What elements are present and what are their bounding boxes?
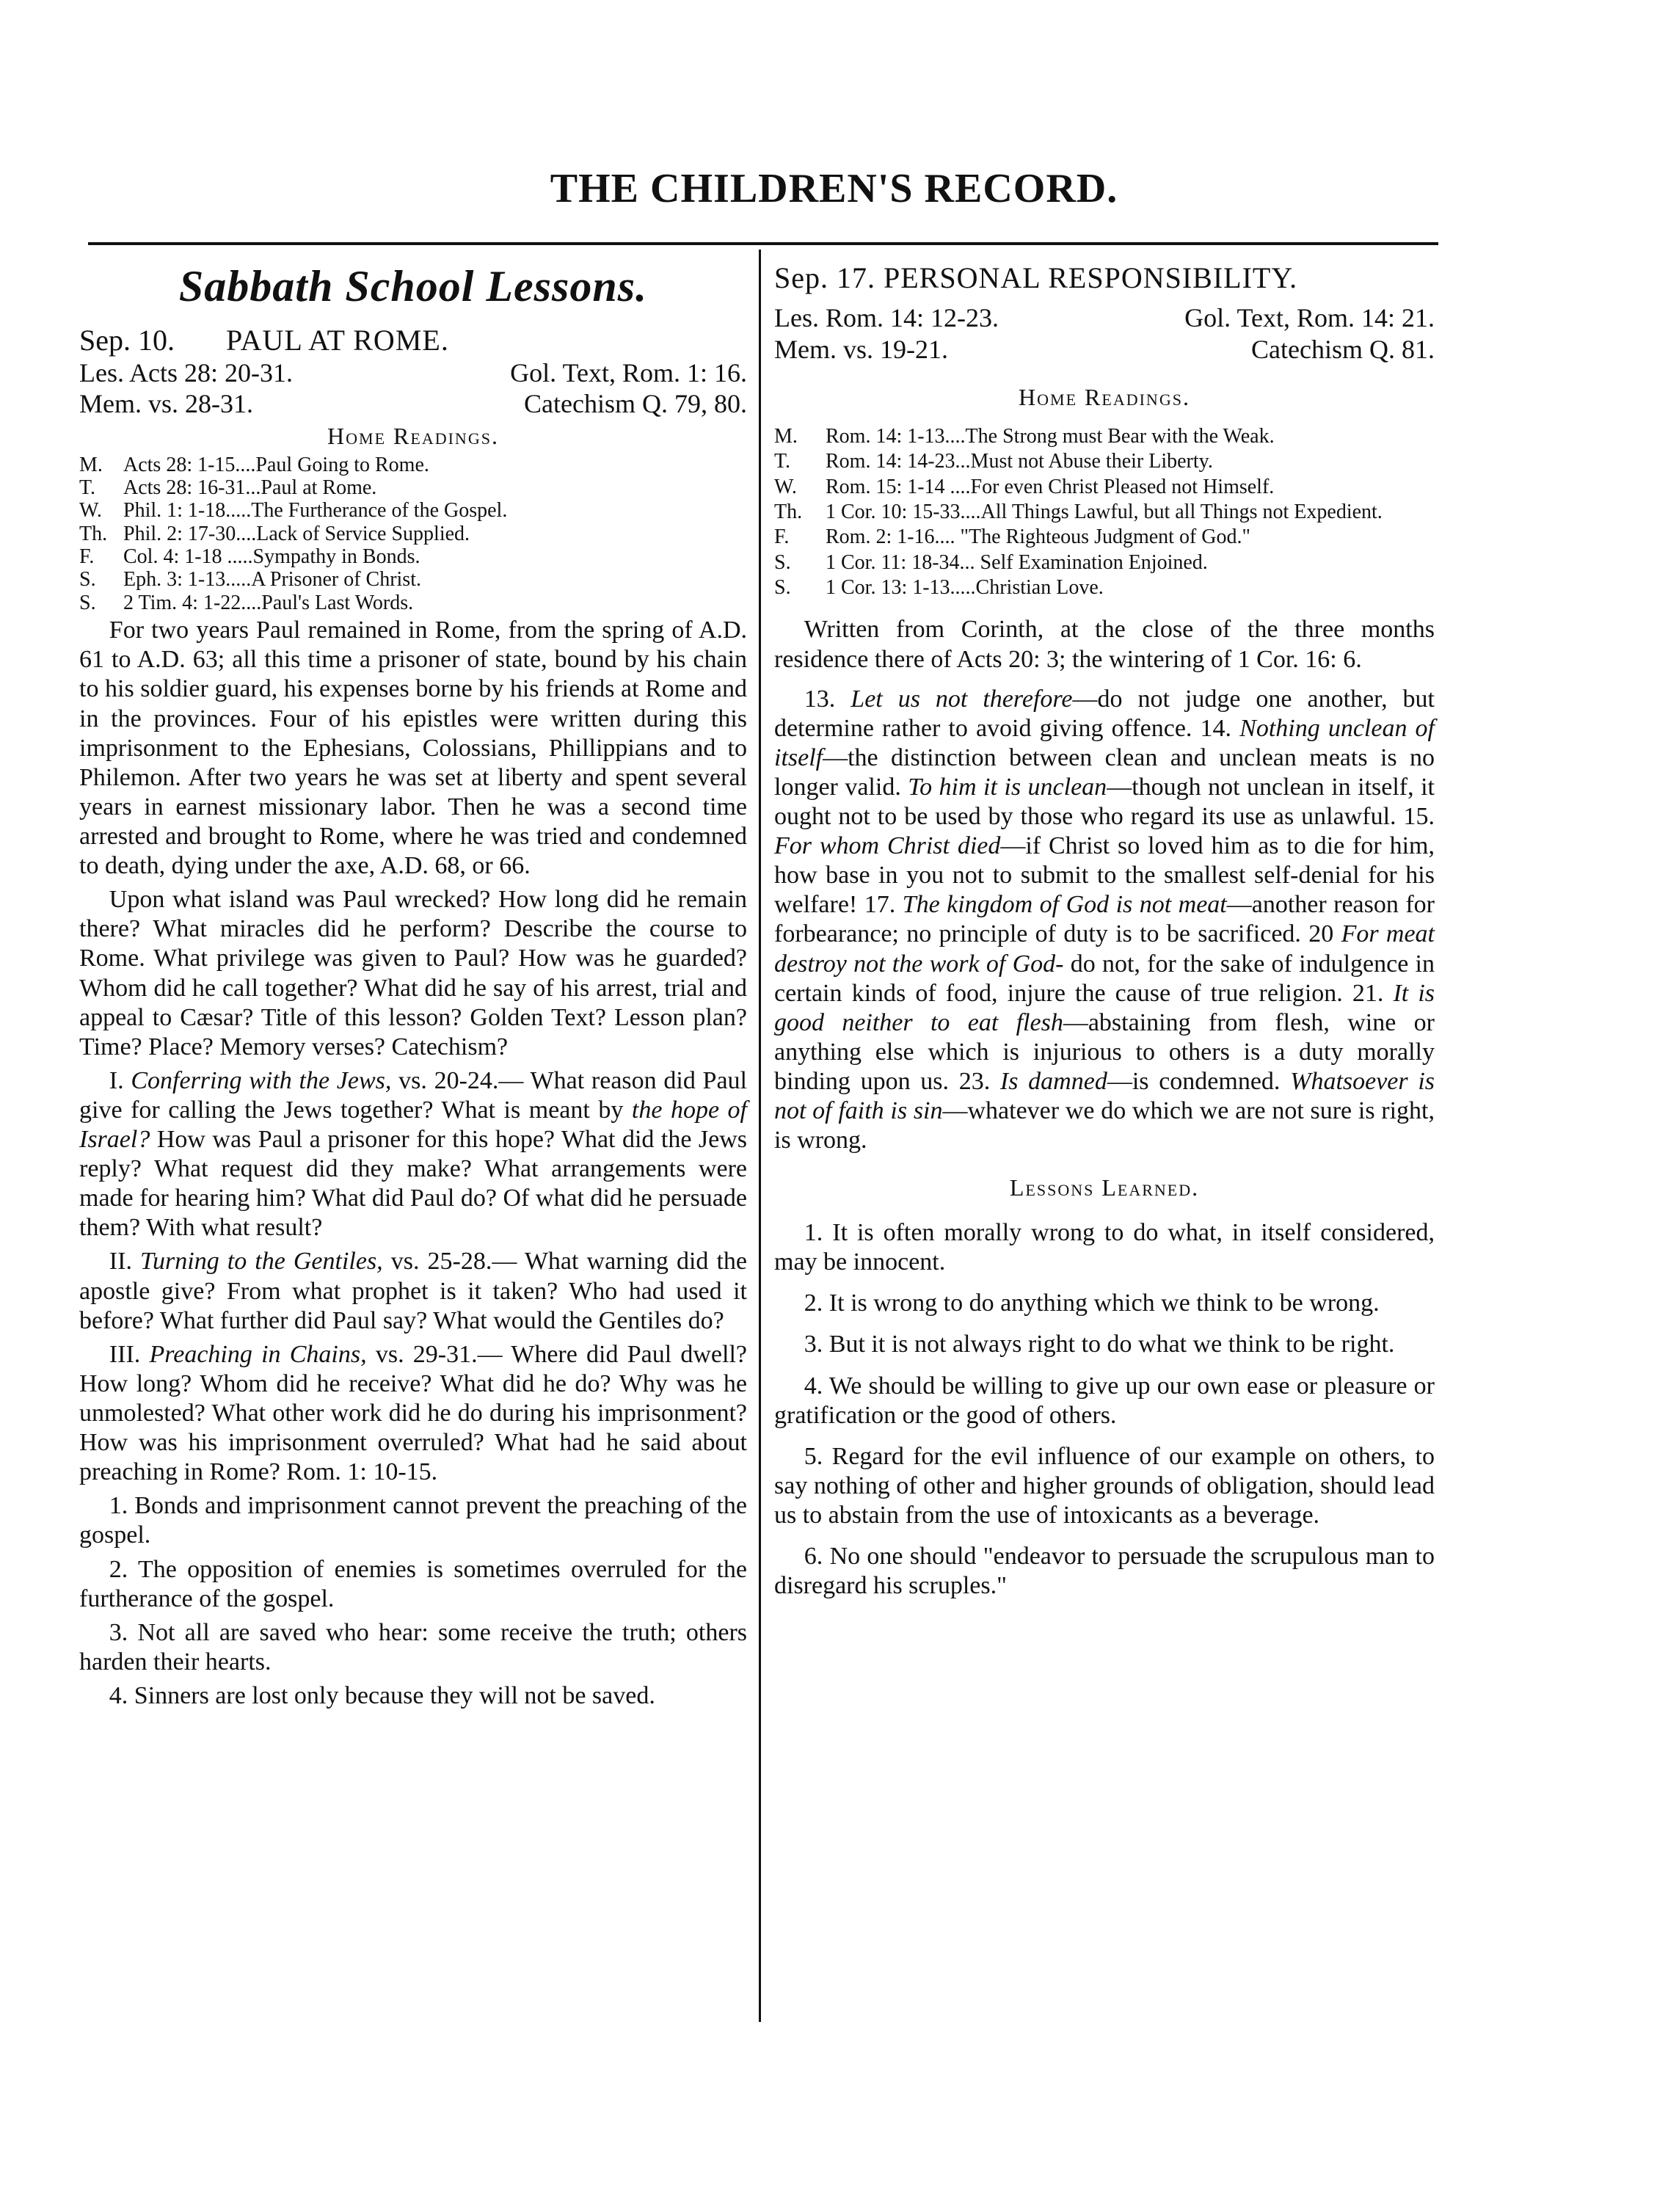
home-readings-heading: Home Readings. [327, 422, 499, 449]
reading-item [774, 551, 1435, 574]
home-readings-heading: Home Readings. [1019, 384, 1190, 411]
reading-item [79, 568, 747, 591]
reading-text: 1 Cor. 10: 15-33....All Things Lawful, but all Things not Expedient. [826, 500, 1383, 523]
note-text: —though not unclean in itself, it ought not to be used by those who regard its use as unlawful. 15. [774, 773, 1435, 831]
section-number: II. [109, 1248, 132, 1276]
section-number: I. [109, 1066, 124, 1094]
lesson-point: 1. Bonds and imprisonment cannot prevent the preaching of the gospel. [79, 1492, 747, 1549]
section-three [79, 1340, 747, 1488]
note-phrase: Whatsoever is not of faith is sin [774, 1068, 1435, 1125]
reading-item [774, 525, 1435, 548]
section-ref: vs. 25-28.— [390, 1248, 517, 1276]
note-phrase: Let us not therefore [851, 685, 1073, 713]
note-text: —another reason for forbearance; no principle of duty is to be sacrificed. 20 [774, 891, 1435, 948]
reading-item [79, 592, 747, 614]
learned-point: 1. It is often morally wrong to do what, in itself considered, may be innocent. [774, 1219, 1435, 1276]
reading-item [79, 476, 747, 499]
home-readings-list [774, 425, 1435, 600]
lesson-passage: Les. Acts 28: 20-31. [79, 357, 293, 388]
reading-day: S. [774, 550, 791, 574]
note-text: 13. [804, 685, 851, 713]
memory-verses: Mem. vs. 19-21. [774, 334, 948, 364]
lesson-ref-row [79, 357, 747, 388]
reading-text: Rom. 15: 1-14 ....For even Christ Pleased not Himself. [826, 475, 1275, 498]
reading-item [774, 425, 1435, 448]
note-phrase: For meat destroy not the work of God [774, 920, 1435, 978]
reading-text: Col. 4: 1-18 .....Sympathy in Bonds. [123, 545, 420, 569]
note-phrase: The kingdom of God is not meat [902, 891, 1227, 919]
reading-item [774, 576, 1435, 599]
home-readings-list [79, 454, 747, 615]
reading-text: 1 Cor. 11: 18-34... Self Examination Enjoined. [826, 550, 1208, 574]
section-text: How was Paul a prisoner for this hope? What did the Jews reply? What request did they make? What arrangements were made for hearing him? What did Paul do? Of what did he persuade them? With what result? [79, 1126, 747, 1242]
reading-item [79, 499, 747, 522]
section-text: What reason did Paul give for calling the Jews together? What is meant by [79, 1066, 748, 1124]
intro-paragraph: For two years Paul remained in Rome, from the spring of A.D. 61 to A.D. 63; all this time a prisoner of state, bound by his chain to his soldier guard, his expenses borne by his friends at Rome and in the provinces. Four of his epistles were written during this imprisonment to the Ephesians, Colossians, Phillippians and to Philemon. After two years he was set at liberty and spent several years in earnest missionary labor. Then he was a second time arrested and brought to Rome, where he was tried and condemned to death, dying under the axe, A.D. 68, or 66. [79, 616, 747, 880]
note-text: —the distinction between clean and unclean meats is no longer valid. [774, 743, 1435, 801]
section-ref: vs. 29-31.— [375, 1340, 503, 1368]
note-phrase: Is damned [999, 1068, 1107, 1096]
reading-day: M. [79, 453, 103, 476]
reading-text: 1 Cor. 13: 1-13.....Christian Love. [826, 576, 1104, 600]
lesson-passage: Les. Rom. 14: 12-23. [774, 303, 999, 333]
section-number: III. [109, 1340, 141, 1368]
lesson-memory-row [79, 388, 747, 419]
questions-paragraph: Upon what island was Paul wrecked? How long did he remain there? What miracles did he perform? Describe the course to Rome. What privilege was given to Paul? How was he guarded? Whom did he call together? What did he say of his arrest, trial and appeal to Cæsar? Title of this lesson? Golden Text? Lesson plan? Time? Place? Memory verses? Catechism? [79, 886, 747, 1060]
learned-point: 4. We should be willing to give up our own ease or pleasure or gratification or the good of others. [774, 1372, 1435, 1429]
section-text: Where did Paul dwell? How long? Whom did he receive? What did he do? Why was he unmolested? What other work did he do during his imprisonment? How was his imprisonment overruled? What had he said about preaching in Rome? Rom. 1: 10-15. [79, 1340, 748, 1486]
context-paragraph: Written from Corinth, at the close of the three months residence there of Acts 20: 3; the wintering of 1 Cor. 16: 6. [774, 616, 1435, 673]
reading-day: Th. [774, 500, 803, 523]
reading-item [79, 454, 747, 476]
lesson-date: Sep. 17. [774, 261, 875, 294]
note-phrase: For whom Christ died [774, 832, 1001, 860]
reading-item [774, 450, 1435, 473]
reading-text: Rom. 14: 14-23...Must not Abuse their Liberty. [826, 450, 1213, 473]
catechism: Catechism Q. 81. [1251, 334, 1435, 364]
lesson-heading [79, 323, 747, 357]
note-text: —abstaining from flesh, wine or anything else which is injurious to others is a duty morally binding upon us. 23. [774, 1008, 1435, 1096]
note-phrase: It is good neither to eat flesh [774, 979, 1435, 1036]
learned-point: 5. Regard for the evil influence of our example on others, to say nothing of other and higher grounds of obligation, should lead us to abstain from the use of intoxicants as a beverage. [774, 1442, 1435, 1529]
reading-text: Acts 28: 1-15....Paul Going to Rome. [123, 453, 429, 476]
catechism: Catechism Q. 79, 80. [524, 389, 747, 419]
reading-item [79, 523, 747, 545]
lesson-title: PERSONAL RESPONSIBILITY. [884, 261, 1298, 294]
lesson-memory-row [774, 334, 1435, 365]
reading-item [774, 501, 1435, 523]
lesson-heading [774, 261, 1435, 295]
section-italic: the hope of Israel? [79, 1096, 748, 1154]
reading-day: T. [79, 476, 96, 500]
lesson-point: 4. Sinners are lost only because they will not be saved. [109, 1682, 655, 1710]
reading-day: F. [774, 525, 790, 549]
reading-day: W. [79, 499, 102, 523]
reading-item [79, 545, 747, 568]
memory-verses: Mem. vs. 28-31. [79, 389, 253, 419]
column-divider [759, 250, 761, 2022]
reading-text: Acts 28: 16-31...Paul at Rome. [123, 476, 377, 500]
reading-text: Rom. 14: 1-13....The Strong must Bear with the Weak. [826, 424, 1275, 448]
learned-point: 6. No one should "endeavor to persuade the scrupulous man to disregard his scruples." [774, 1543, 1435, 1600]
section-title: Sabbath School Lessons. [178, 262, 648, 310]
lesson-point: 3. Not all are saved who hear: some receive the truth; others harden their hearts. [79, 1618, 747, 1676]
reading-text: Eph. 3: 1-13.....A Prisoner of Christ. [123, 568, 421, 592]
golden-text: Gol. Text, Rom. 1: 16. [510, 357, 747, 388]
reading-text: 2 Tim. 4: 1-22....Paul's Last Words. [123, 591, 414, 614]
lesson-date: Sep. 10. [79, 323, 175, 357]
reading-text: Phil. 2: 17-30....Lack of Service Supplied. [123, 522, 470, 545]
reading-item [774, 476, 1435, 498]
lesson-point: 2. The opposition of enemies is sometimes overruled for the furtherance of the gospel. [79, 1555, 747, 1612]
reading-day: M. [774, 424, 798, 448]
note-phrase: Nothing unclean of itself [774, 714, 1435, 771]
learned-point: 3. But it is not always right to do what we think to be right. [804, 1331, 1395, 1358]
reading-day: T. [774, 450, 791, 473]
note-text: —whatever we do which we are not sure is right, is wrong. [774, 1097, 1435, 1154]
right-column [774, 261, 1435, 1612]
masthead-title: THE CHILDREN'S RECORD. [550, 166, 1118, 211]
lesson-title: PAUL AT ROME. [226, 323, 449, 357]
section-heading: Turning to the Gentiles, [140, 1248, 383, 1276]
note-text: —do not judge one another, but determine rather to avoid giving offence. 14. [774, 685, 1435, 742]
reading-day: S. [79, 568, 96, 592]
reading-day: S. [79, 591, 96, 614]
reading-day: W. [774, 475, 797, 498]
section-two [79, 1247, 747, 1335]
reading-text: Phil. 1: 1-18.....The Furtherance of the Gospel. [123, 499, 508, 523]
note-phrase: To him it is unclean [908, 773, 1107, 801]
left-column [79, 261, 747, 1715]
reading-day: Th. [79, 522, 108, 545]
notes-paragraph [774, 685, 1435, 1156]
section-heading: Preaching in Chains, [149, 1340, 367, 1368]
section-one [79, 1066, 747, 1243]
header-rule [88, 242, 1438, 245]
learned-point: 2. It is wrong to do anything which we think to be wrong. [804, 1289, 1380, 1317]
note-text: —if Christ so loved him as to die for him, how base in you not to submit to the smallest self-denial for his welfare! 17. [774, 832, 1435, 919]
section-text: What warning did the apostle give? From what prophet is it taken? Who had used it before? What further did Paul say? What would the Gentiles do? [79, 1248, 748, 1334]
reading-text: Rom. 2: 1-16.... "The Righteous Judgment of God." [826, 525, 1250, 549]
note-text: - do not, for the sake of indulgence in certain kinds of food, injure the cause of true religion. 21. [774, 950, 1435, 1007]
section-heading: Conferring with the Jews, [131, 1066, 392, 1094]
lesson-ref-row [774, 302, 1435, 333]
reading-day: S. [774, 576, 791, 600]
golden-text: Gol. Text, Rom. 14: 21. [1184, 303, 1435, 333]
reading-day: F. [79, 545, 95, 569]
lessons-learned-heading: Lessons Learned. [1009, 1174, 1200, 1201]
note-text: —is condemned. [1107, 1068, 1291, 1096]
section-ref: vs. 20-24.— [398, 1066, 524, 1094]
